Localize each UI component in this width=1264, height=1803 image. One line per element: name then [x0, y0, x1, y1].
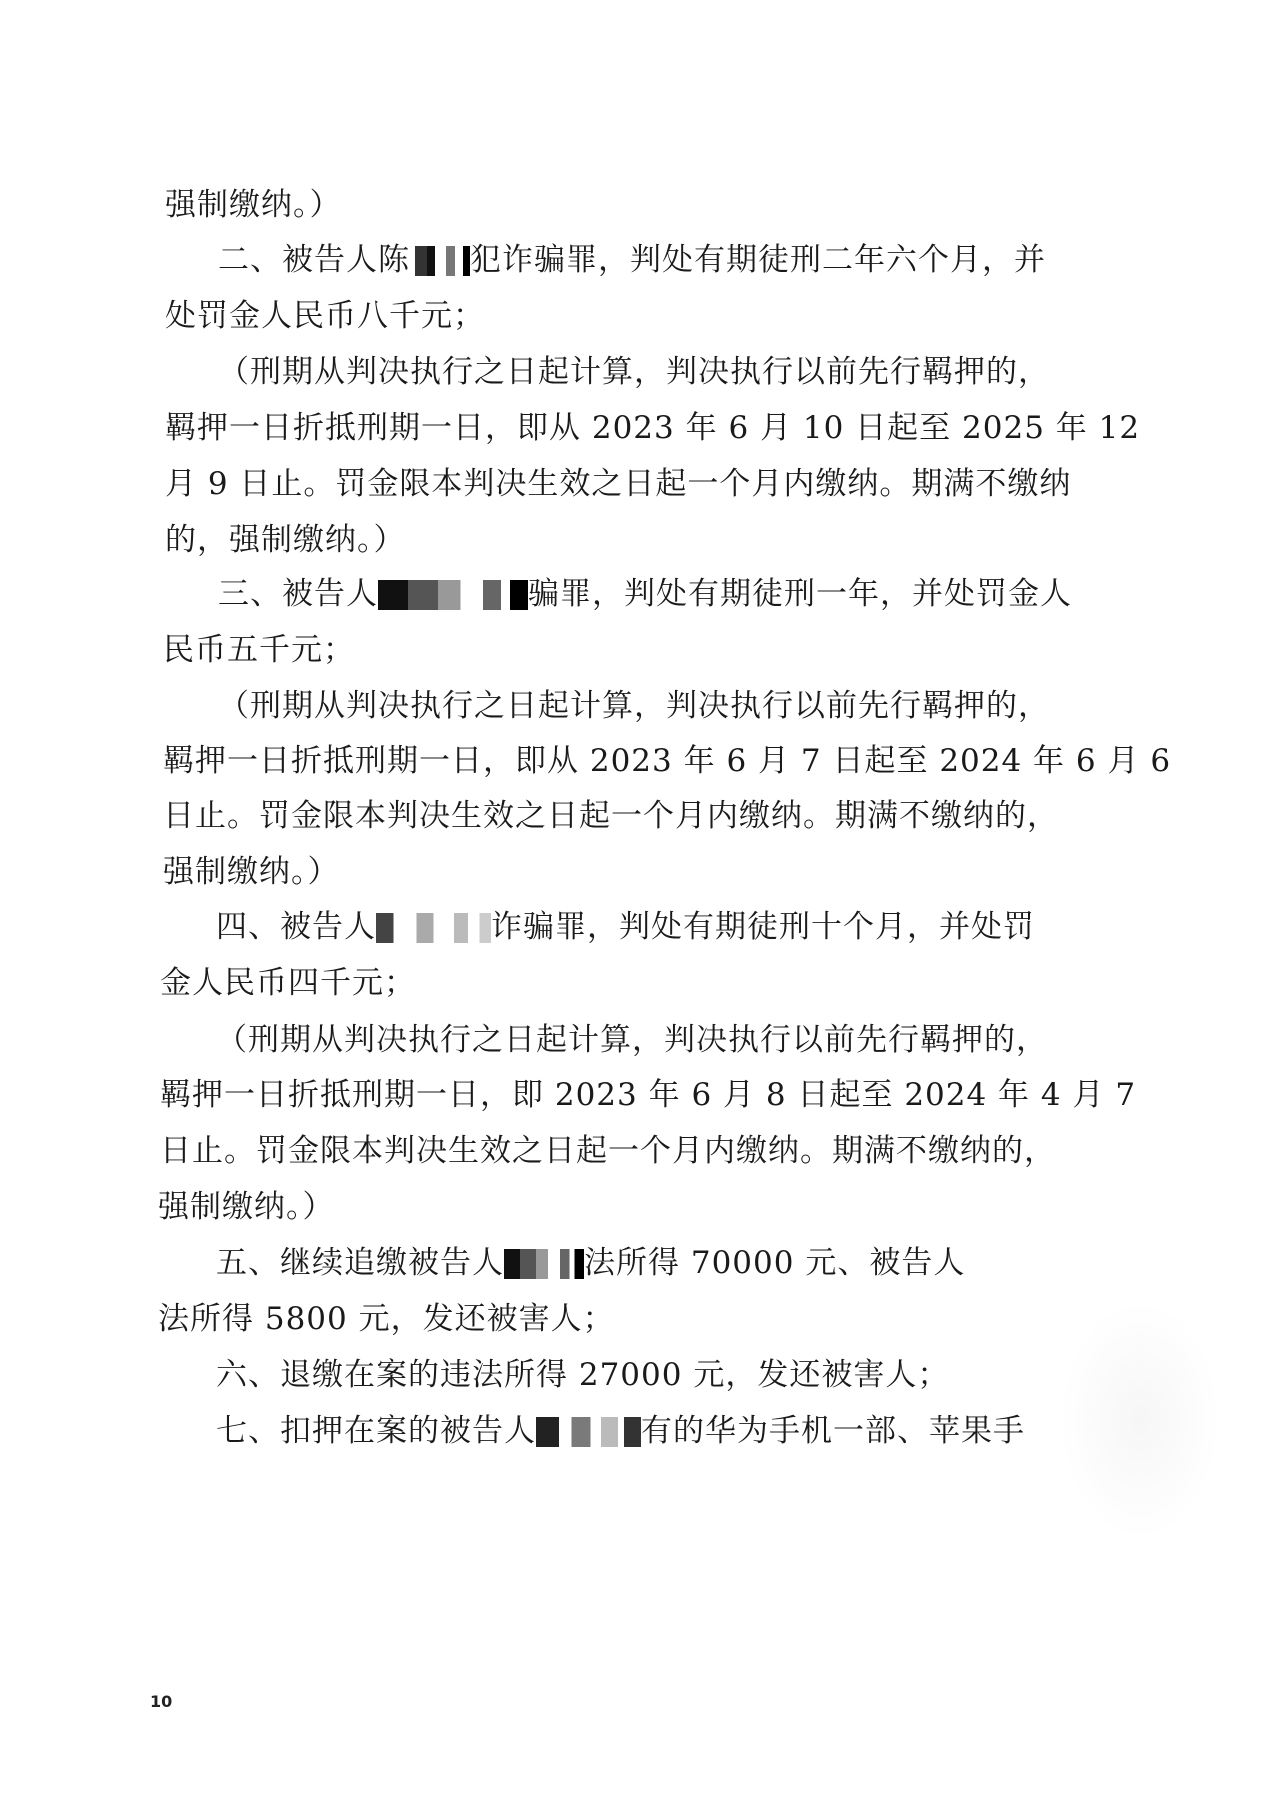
text-line: 羁押一日折抵刑期一日，即从 2023 年 6 月 7 日起至 2024 年 6 月 6: [163, 743, 1172, 779]
text-line: 七、扣押在案的被告人 有的华为手机一部、苹果手: [216, 1413, 1025, 1449]
text-line: 强制缴纳。）: [163, 854, 340, 890]
text-line: 处罚金人民币八千元；: [165, 298, 485, 334]
redaction-block: [536, 1417, 641, 1447]
text-line: 二、被告人陈 犯诈骗罪，判处有期徒刑二年六个月，并: [218, 242, 1046, 278]
text-line: 金人民币四千元；: [160, 965, 416, 1001]
page-number: 10: [150, 1692, 173, 1711]
text-line: 月 9 日止。罚金限本判决生效之日起一个月内缴纳。期满不缴纳: [165, 466, 1072, 502]
text-line: 五、继续追缴被告人 法所得 70000 元、被告人: [216, 1245, 966, 1281]
redaction-block: [376, 913, 491, 943]
text-line: （刑期从判决执行之日起计算，判决执行以前先行羁押的，: [218, 688, 1050, 724]
text-line: （刑期从判决执行之日起计算，判决执行以前先行羁押的，: [218, 354, 1050, 390]
redaction-block: [504, 1249, 584, 1279]
text-line: 羁押一日折抵刑期一日，即从 2023 年 6 月 10 日起至 2025 年 12: [165, 410, 1141, 446]
text-line: （刑期从判决执行之日起计算，判决执行以前先行羁押的，: [216, 1022, 1048, 1058]
text-line: 强制缴纳。）: [158, 1189, 335, 1225]
text-line: 羁押一日折抵刑期一日，即 2023 年 6 月 8 日起至 2024 年 4 月 7: [160, 1077, 1137, 1113]
text-line: 日止。罚金限本判决生效之日起一个月内缴纳。期满不缴纳的，: [163, 798, 1059, 834]
redaction-block: [410, 246, 470, 276]
scan-smudge: [1060, 1300, 1220, 1540]
redaction-block: [378, 580, 528, 610]
text-line: 三、被告人 骗罪，判处有期徒刑一年，并处罚金人: [218, 576, 1072, 612]
text-line: 法所得 5800 元，发还被害人；: [158, 1301, 615, 1337]
text-line: 强制缴纳。）: [165, 187, 342, 223]
text-line: 四、被告人 诈骗罪，判处有期徒刑十个月，并处罚: [216, 909, 1035, 945]
text-line: 日止。罚金限本判决生效之日起一个月内缴纳。期满不缴纳的，: [160, 1133, 1056, 1169]
text-line: 的，强制缴纳。）: [165, 522, 406, 558]
text-line: 民币五千元；: [163, 632, 355, 668]
text-line: 六、退缴在案的违法所得 27000 元，发还被害人；: [216, 1357, 950, 1393]
